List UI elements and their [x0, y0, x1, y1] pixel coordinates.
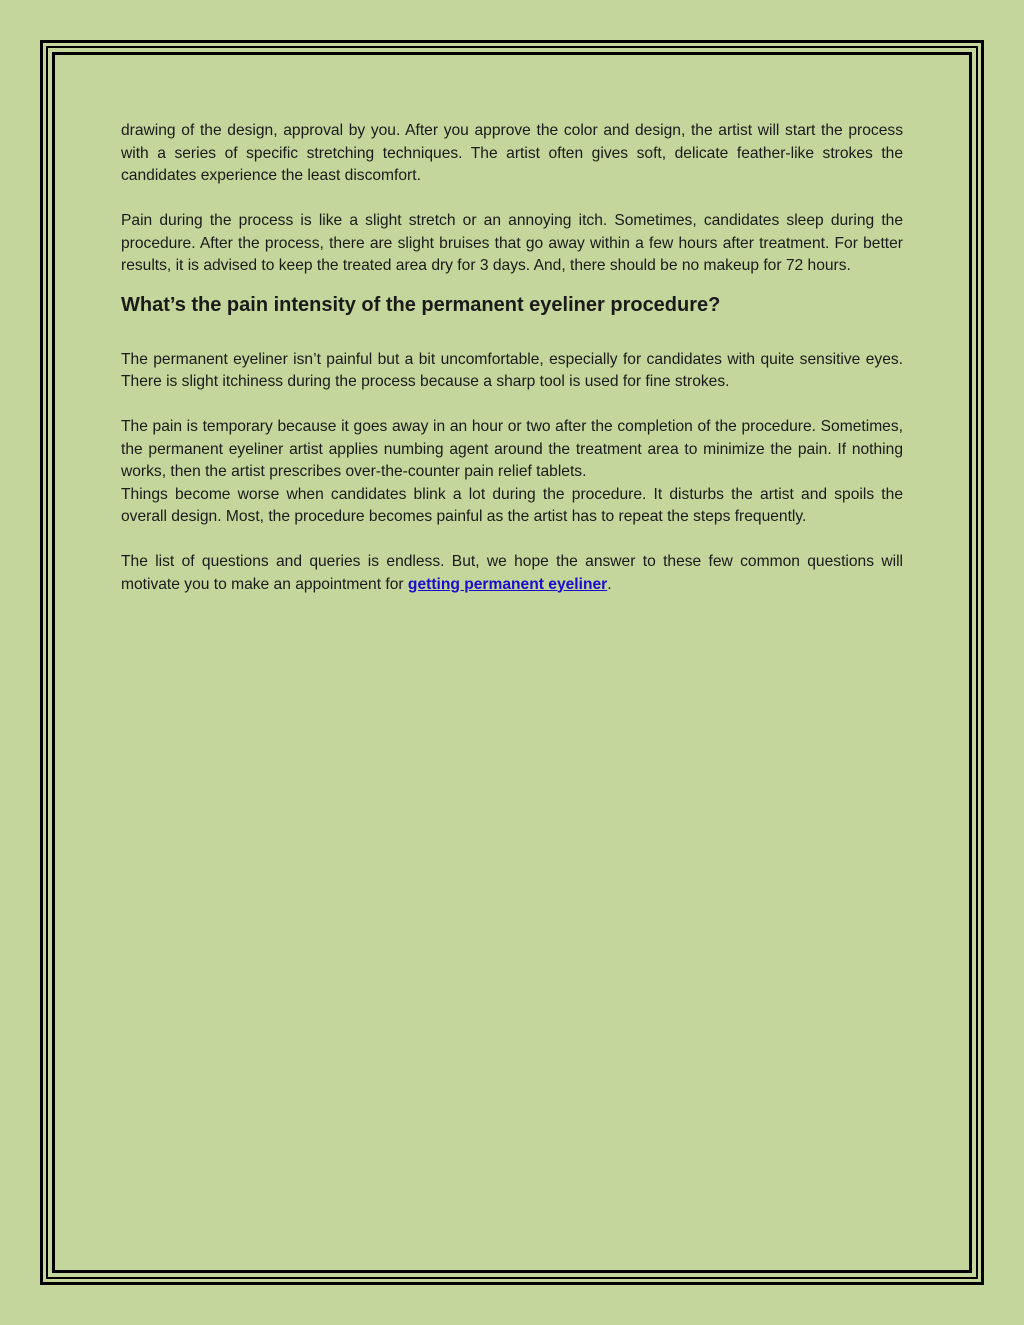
closing-text: The list of questions and queries is endless. But, we hope the answer to these few common questions will motivate you to make an appointment for: [121, 553, 903, 593]
paragraph-blinking: Things become worse when candidates blink a lot during the procedure. It disturbs the artist and spoils the overall design. Most, the procedure becomes painful as the artist has to repeat the steps frequently.: [121, 485, 903, 525]
document-body: [121, 120, 903, 596]
section-heading: What’s the pain intensity of the permanent eyeliner procedure?: [121, 293, 721, 316]
paragraph-closing: [121, 551, 903, 596]
paragraph-pain-temporary: The pain is temporary because it goes away in an hour or two after the completion of the procedure. Sometimes, the permanent eyeliner artist applies numbing agent around the treatment area to minimize the pain. If nothing works, then the artist prescribes over-the-counter pain relief tablets.: [121, 418, 903, 480]
closing-period: .: [607, 575, 612, 593]
paragraph-pain-during-process: Pain during the process is like a slight stretch or an annoying itch. Sometimes, candidates sleep during the procedure. After the process, there are slight bruises that go away within a few hours after treatment. For better results, it is advised to keep the treated area dry for 3 days. And, there should be no makeup for 72 hours.: [121, 212, 903, 274]
paragraph-not-painful: The permanent eyeliner isn’t painful but a bit uncomfortable, especially for candidates with quite sensitive eyes. There is slight itchiness during the process because a sharp tool is used for fine strokes.: [121, 350, 903, 390]
getting-permanent-eyeliner-link[interactable]: getting permanent eyeliner: [407, 575, 608, 593]
paragraph-design-approval: drawing of the design, approval by you. After you approve the color and design, the artist will start the process with a series of specific stretching techniques. The artist often gives soft, delicate feather-like strokes the candidates experience the least discomfort.: [121, 122, 903, 184]
